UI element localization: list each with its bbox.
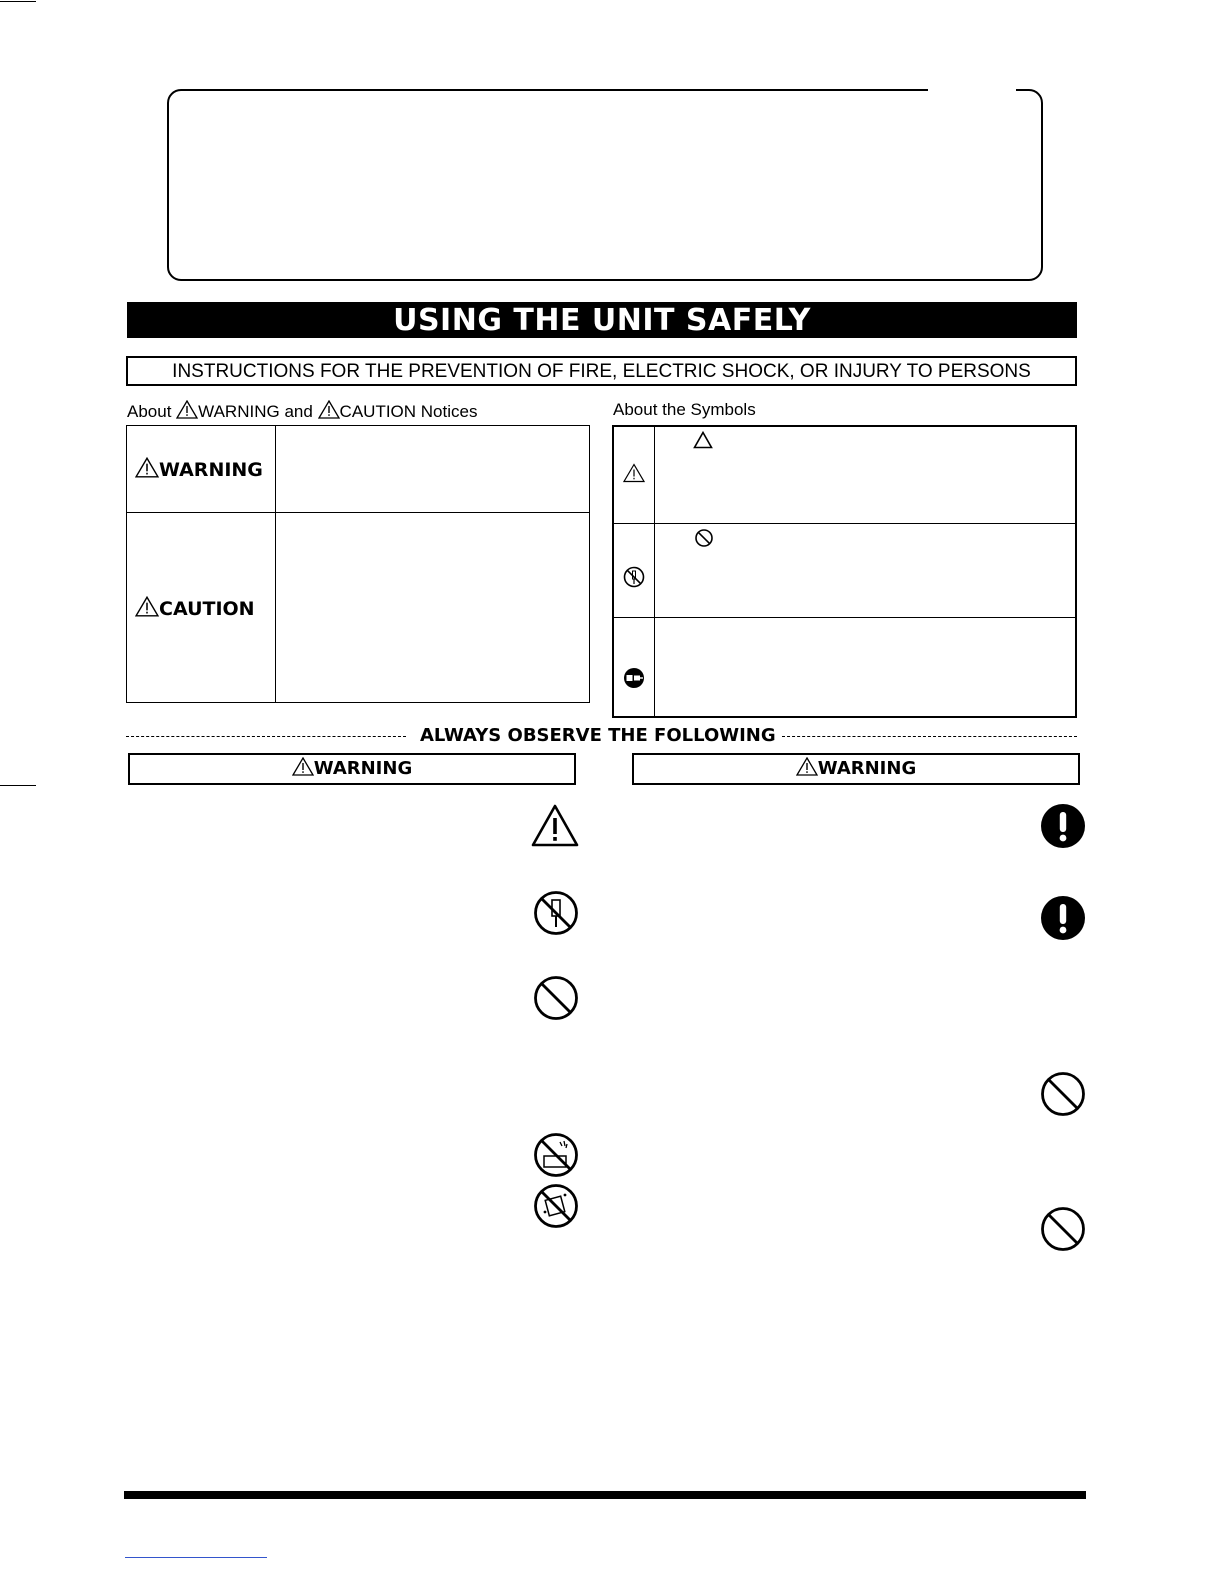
notice-box-gap <box>928 86 1016 92</box>
warning-triangle-icon <box>135 596 159 617</box>
observe-divider-right <box>782 736 1077 737</box>
crop-mark-top <box>0 1 36 2</box>
caution-description-cell <box>276 513 590 703</box>
right-warning-header <box>632 753 1080 785</box>
notices-and-word: and <box>284 402 313 421</box>
notices-heading <box>127 400 477 422</box>
notices-prefix: About <box>127 402 172 421</box>
footer-rule <box>124 1491 1086 1499</box>
symbols-heading: About the Symbols <box>613 400 756 419</box>
no-disassemble-icon <box>623 566 645 588</box>
prohibited-icon <box>1040 1206 1086 1252</box>
footer-link-underline[interactable] <box>125 1557 267 1558</box>
notices-suffix: Notices <box>420 402 478 421</box>
warning-triangle-icon <box>623 463 645 483</box>
page-title: USING THE UNIT SAFELY <box>127 302 1077 338</box>
caution-label: CAUTION <box>159 597 255 620</box>
notice-table <box>126 425 590 703</box>
warning-label-cell <box>127 426 276 513</box>
no-water-splash-icon <box>533 1132 579 1178</box>
crop-mark-middle <box>0 785 36 786</box>
notices-warning-word: WARNING <box>198 402 280 421</box>
warning-triangle-icon <box>135 457 159 478</box>
symbol-row-caution <box>614 427 1075 524</box>
no-disassemble-icon <box>533 890 579 936</box>
prohibited-icon <box>694 528 714 548</box>
warning-triangle-icon <box>796 757 818 776</box>
symbols-table <box>612 425 1077 718</box>
warning-triangle-icon <box>176 400 198 419</box>
triangle-icon <box>693 431 713 449</box>
symbol-row-prohibited <box>614 523 1075 618</box>
prohibited-icon <box>1040 1071 1086 1117</box>
warning-triangle-icon <box>292 757 314 776</box>
notice-box <box>167 89 1043 281</box>
caution-label-cell <box>127 513 276 703</box>
warning-triangle-icon <box>531 803 579 847</box>
observe-heading: ALWAYS OBSERVE THE FOLLOWING <box>420 725 776 746</box>
mandatory-action-icon <box>1040 803 1086 849</box>
no-wet-hands-icon <box>533 1183 579 1229</box>
instructions-heading: INSTRUCTIONS FOR THE PREVENTION OF FIRE, ELECTRIC SHOCK, OR INJURY TO PERSONS <box>126 356 1077 386</box>
left-warning-header <box>128 753 576 785</box>
left-warning-label: WARNING <box>313 758 413 779</box>
symbol-row-mandatory <box>614 618 1075 716</box>
right-warning-label: WARNING <box>817 758 917 779</box>
warning-description-cell <box>276 426 590 513</box>
unplug-icon <box>623 667 645 689</box>
observe-divider-left <box>126 736 406 737</box>
prohibited-icon <box>533 975 579 1021</box>
warning-triangle-icon <box>318 400 340 419</box>
warning-label: WARNING <box>159 459 263 481</box>
mandatory-action-icon <box>1040 895 1086 941</box>
notices-caution-word: CAUTION <box>339 402 417 421</box>
